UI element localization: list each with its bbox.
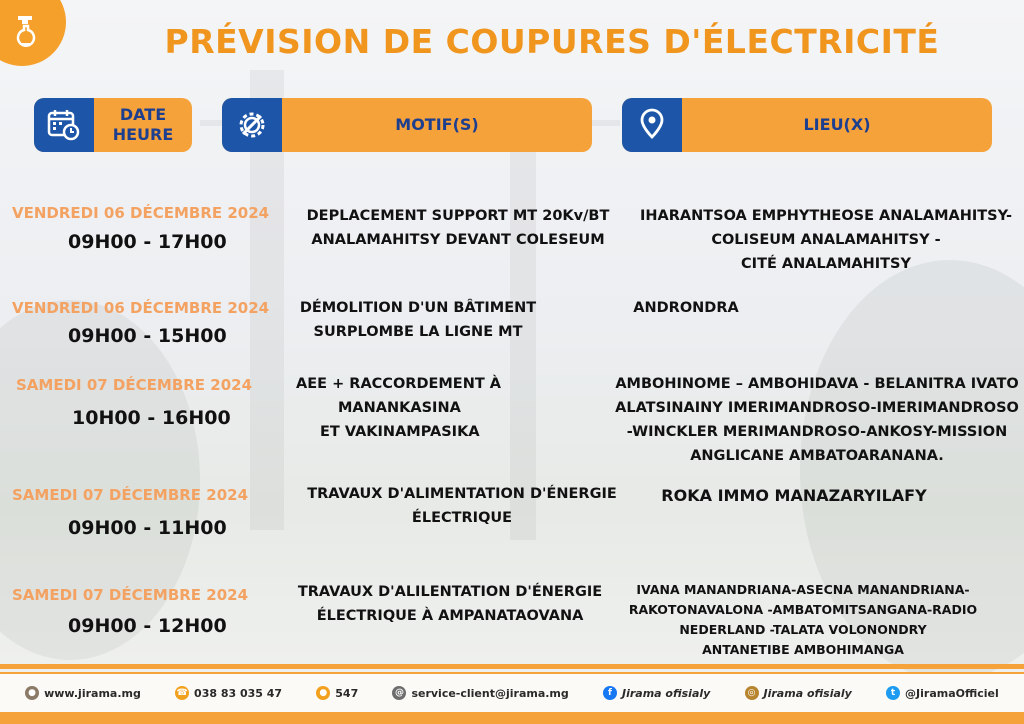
location-pin-icon xyxy=(622,98,682,152)
twitter-icon: t xyxy=(886,686,900,700)
row-motif: DEPLACEMENT SUPPORT MT 20Kv/BT ANALAMAHITSY DEVANT COLESEUM xyxy=(306,208,610,248)
phone-icon: ☎ xyxy=(176,688,188,698)
header-lieu-label: LIEU(X) xyxy=(803,115,871,134)
row-date: VENDREDI 06 DÉCEMBRE 2024 xyxy=(12,204,270,222)
shortcode-icon: ● xyxy=(316,686,330,700)
footer-shortcode[interactable]: ● 547 xyxy=(316,686,358,700)
row-lieu: AMBOHINOME – AMBOHIDAVA - BELANITRA IVATO ALATSINAINY IMERIMANDROSO-IMERIMANDROSO -WINCKLER MERIMANDROSO-ANKOSY-MISSION ANGLICANE AMBATOARANANA. xyxy=(615,376,1019,464)
header-date-label: DATE xyxy=(119,105,167,124)
row-motif: TRAVAUX D'ALILENTATION D'ÉNERGIE ÉLECTRIQUE À AMPANATAOVANA xyxy=(297,584,603,624)
footer-bar xyxy=(0,712,1024,724)
page-title: PRÉVISION DE COUPURES D'ÉLECTRICITÉ xyxy=(164,22,940,61)
row-lieu: ANDRONDRA xyxy=(633,300,739,316)
header-hour-label: HEURE xyxy=(112,125,174,144)
footer-email[interactable]: @ service-client@jirama.mg xyxy=(392,686,568,700)
header-motif-label: MOTIF(S) xyxy=(395,115,479,134)
row-date: SAMEDI 07 DÉCEMBRE 2024 xyxy=(16,376,253,394)
email-icon: @ xyxy=(392,686,406,700)
row-lieu: IVANA MANANDRIANA-ASECNA MANANDRIANA- RAKOTONAVALONA -AMBATOMITSANGANA-RADIO NEDERLAND -TALATA VOLONONDRY ANTANETIBE AMBOHIMANGA xyxy=(628,582,978,657)
background-foliage xyxy=(0,300,200,660)
calendar-clock-icon xyxy=(34,98,94,152)
row-lieu: IHARANTSOA EMPHYTHEOSE ANALAMAHITSY- COLISEUM ANALAMAHITSY - CITÉ ANALAMAHITSY xyxy=(639,208,1012,272)
row-date: SAMEDI 07 DÉCEMBRE 2024 xyxy=(12,586,249,604)
row-hours: 10H00 - 16H00 xyxy=(72,407,231,429)
footer-facebook[interactable]: f Jirama ofisialy xyxy=(603,686,710,700)
footer-website[interactable]: ● www.jirama.mg xyxy=(25,686,141,700)
row-motif: DÉMOLITION D'UN BÂTIMENT SURPLOMBE LA LIGNE MT xyxy=(299,300,537,340)
facebook-icon: f xyxy=(603,686,617,700)
row-hours: 09H00 - 12H00 xyxy=(68,615,227,637)
footer-twitter[interactable]: t @JiramaOfficiel xyxy=(886,686,999,700)
header-lieu xyxy=(622,98,992,152)
footer-divider xyxy=(0,664,1024,669)
globe-icon: ● xyxy=(25,686,39,700)
gear-wrench-icon xyxy=(222,98,282,152)
row-hours: 09H00 - 15H00 xyxy=(68,325,227,347)
footer-phone[interactable]: ☎ 038 83 035 47 xyxy=(176,686,283,700)
header-date-hour xyxy=(34,98,192,152)
row-motif: AEE + RACCORDEMENT À MANANKASINA ET VAKINAMPASIKA xyxy=(296,376,502,440)
footer-contacts xyxy=(0,674,1024,712)
row-hours: 09H00 - 17H00 xyxy=(68,231,227,253)
footer-instagram[interactable]: ◎ Jirama ofisialy xyxy=(745,686,852,700)
row-motif: TRAVAUX D'ALIMENTATION D'ÉNERGIE ÉLECTRIQUE xyxy=(307,486,617,526)
row-date: SAMEDI 07 DÉCEMBRE 2024 xyxy=(12,486,249,504)
header-motif xyxy=(222,98,592,152)
row-lieu: ROKA IMMO MANAZARYILAFY xyxy=(661,486,927,505)
instagram-icon: ◎ xyxy=(745,686,759,700)
row-date: VENDREDI 06 DÉCEMBRE 2024 xyxy=(12,299,270,317)
row-hours: 09H00 - 11H00 xyxy=(68,517,227,539)
